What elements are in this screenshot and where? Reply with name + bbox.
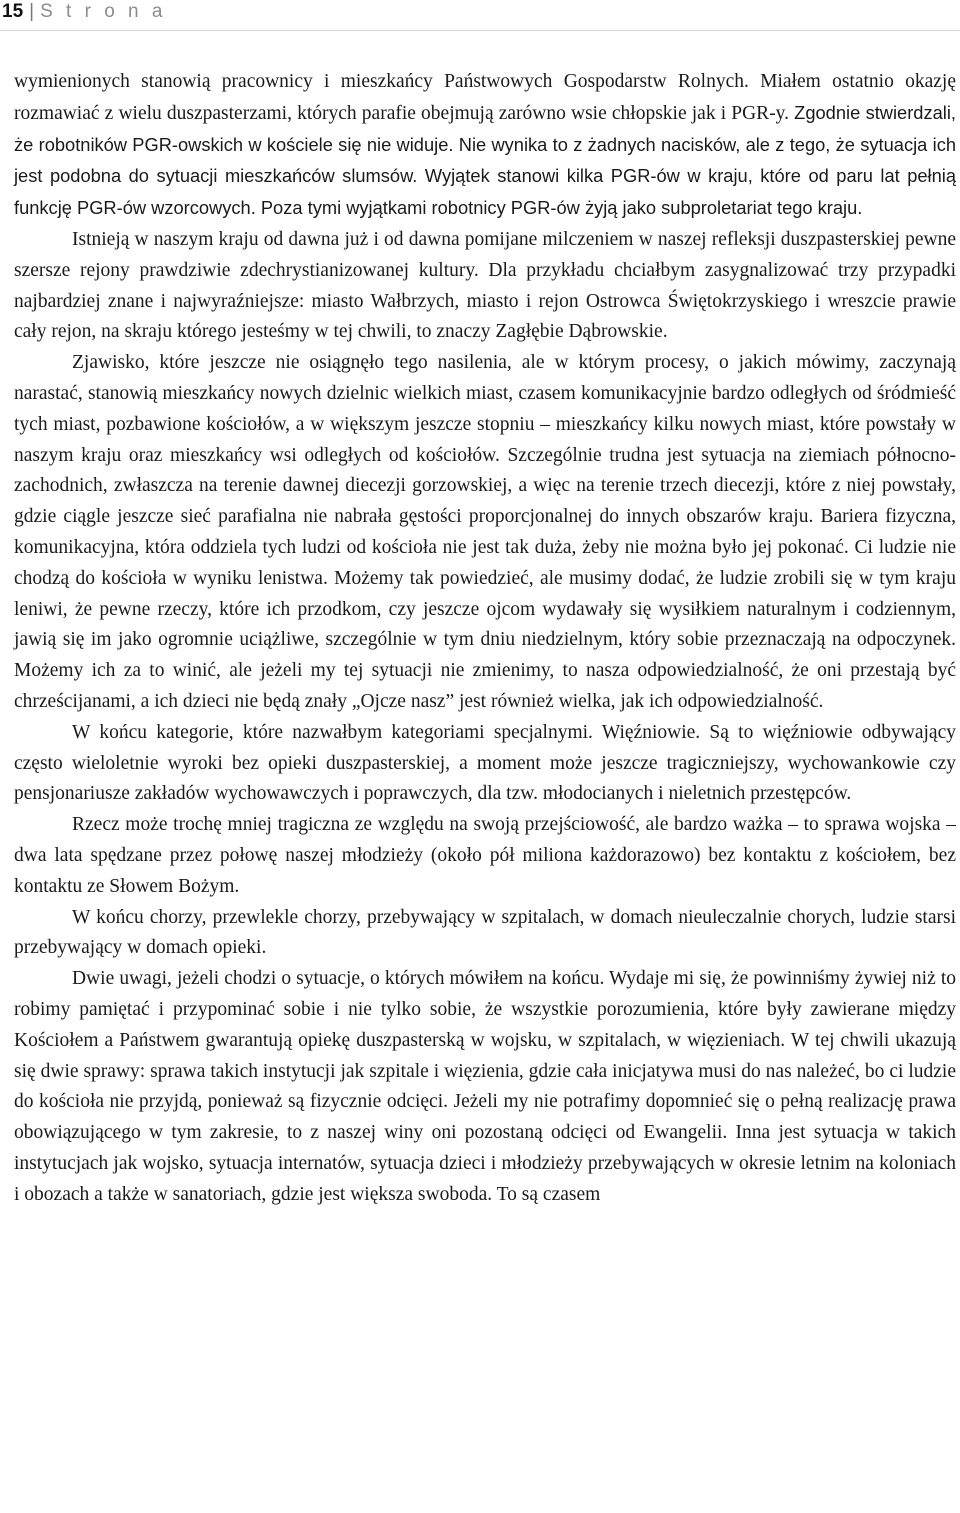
document-body xyxy=(14,67,956,1210)
page-header xyxy=(2,0,166,24)
paragraph-6-text: W końcu chorzy, przewlekle chorzy, przebywający w szpitalach, w domach nieuleczalnie chorych, ludzie starsi przebywający w domach opieki. xyxy=(14,906,956,959)
paragraph-5-text: Rzecz może trochę mniej tragiczna ze względu na swoją przejściowość, ale bardzo ważka – to sprawa wojska – dwa lata spędzane przez połowę naszej młodzieży (około pół miliona każdorazowo) bez kontaktu z kościołem, bez kontaktu ze Słowem Bożym. xyxy=(14,814,956,897)
paragraph-3 xyxy=(14,348,956,718)
paragraph-2-text: Istnieją w naszym kraju od dawna już i od dawna pomijane milczeniem w naszej refleksji duszpasterskiej pewne szersze rejony prawdziwie zdechrystianizowanej kultury. Dla przykładu chciałbym zasygnalizować trzy przypadki najbardziej znane i najwyraźniejsze: miasto Wałbrzych, miasto i rejon Ostrowca Świętokrzyskiego i wreszcie prawie cały rejon, na skraju którego jesteśmy w tej chwili, to znaczy Zagłębie Dąbrowskie. xyxy=(14,228,956,343)
paragraph-1-run-1: wymienionych stanowią pracownicy i mieszkańcy Państwowych Gospodarstw Rolnych. Miałem ostatnio okazję rozmawiać z wielu duszpasterzami, których parafie obejmują zarówno wsie chłopskie jak i PGR-y. xyxy=(14,71,956,124)
paragraph-4 xyxy=(14,718,956,810)
paragraph-3-text: Zjawisko, które jeszcze nie osiągnęło tego nasilenia, ale w którym procesy, o jakich mówimy, zaczynają narastać, stanowią mieszkańcy nowych dzielnic wielkich miast, czasem komunikacyjnie bardzo odległych od śródmieść tych miast, pozbawione kościołów, a w większym jeszcze stopniu – mieszkańcy kilku nowych miast, które powstały w naszym kraju oraz mieszkańcy wsi odległych od kościołów. Szczególnie trudna jest sytuacja na ziemiach północno-zachodnich, zwłaszcza na terenie dawnej diecezji gorzowskiej, a więc na terenie trzech diecezji, które z niej powstały, gdzie ciągle jeszcze sieć parafialna nie nabrała gęstości proporcjonalnej do innych obszarów kraju. Bariera fizyczna, komunikacyjna, która oddziela tych ludzi od kościoła nie jest tak duża, żeby nie można było jej pokonać. Ci ludzie nie chodzą do kościoła w wyniku lenistwa. Możemy tak powiedzieć, ale musimy dodać, że ludzie zrobili się w tym kraju leniwi, że pewne rzeczy, które ich przodkom, czy jeszcze ojcom wydawały się wysiłkiem naturalnym i codziennym, jawią się im jako ogromnie uciążliwe, szczególnie w tym dniu niedzielnym, który sobie przeznaczają na odpoczynek. Możemy ich za to winić, ale jeżeli my tej sytuacji nie zmienimy, to nasza odpowiedzialność, że oni przestają być chrześcijanami, a ich dzieci nie będą znały „Ojcze nasz” jest również wielka, jak ich odpowiedzialność. xyxy=(14,352,956,712)
paragraph-6 xyxy=(14,903,956,965)
paragraph-7 xyxy=(14,964,956,1210)
paragraph-1 xyxy=(14,67,956,225)
page-number: 15 xyxy=(2,1,24,22)
paragraph-7-text: Dwie uwagi, jeżeli chodzi o sytuacje, o których mówiłem na końcu. Wydaje mi się, że powinniśmy żywiej niż to robimy pamiętać i przypominać sobie i nie tylko sobie, że wszystkie porozumienia, które były zawierane między Kościołem a Państwem gwarantują opiekę duszpasterską w wojsku, w szpitalach, w więzieniach. W tej chwili ukazują się dwie sprawy: sprawa takich instytucji jak szpitale i więzienia, gdzie cała inicjatywa musi do nas należeć, bo ci ludzie do kościoła nie przyjdą, ponieważ są fizycznie odcięci. Jeżeli my nie potrafimy dopomnieć się o pełną realizację prawa obowiązującego w tym zakresie, to z naszej winy oni pozostaną odcięci od Ewangelii. Inna jest sytuacja w takich instytucjach jak wojsko, sytuacja internatów, sytuacja dzieci i młodzieży przebywających w okresie letnim na koloniach i obozach a także w sanatoriach, gdzie jest większa swoboda. To są czasem xyxy=(14,968,956,1205)
paragraph-5 xyxy=(14,810,956,902)
paragraph-2 xyxy=(14,225,956,348)
page-label: S t r o n a xyxy=(40,1,167,22)
paragraph-1-run-2: Zgodnie stwierdzali, że robotników PGR-owskich w kościele się nie widuje. Nie wynika to z żadnych nacisków, ale z tego, że sytuacja ich jest podobna do sytuacji mieszkańców slumsów. Wyjątek stanowi kilka PGR-ów w kraju, które od paru lat pełnią funkcję PGR-ów wzorcowych. Poza tymi wyjątkami robotnicy PGR-ów żyją jako subproletariat tego kraju. xyxy=(14,101,956,219)
header-divider xyxy=(0,30,960,31)
header-separator: | xyxy=(29,1,35,22)
paragraph-4-text: W końcu kategorie, które nazwałbym kategoriami specjalnymi. Więźniowie. Są to więźniowie odbywający często wieloletnie wyroki bez opieki duszpasterskiej, a moment może jeszcze tragiczniejszy, wychowankowie czy pensjonariusze zakładów wychowawczych i poprawczych, dla tzw. młodocianych i nieletnich przestępców. xyxy=(14,721,956,805)
